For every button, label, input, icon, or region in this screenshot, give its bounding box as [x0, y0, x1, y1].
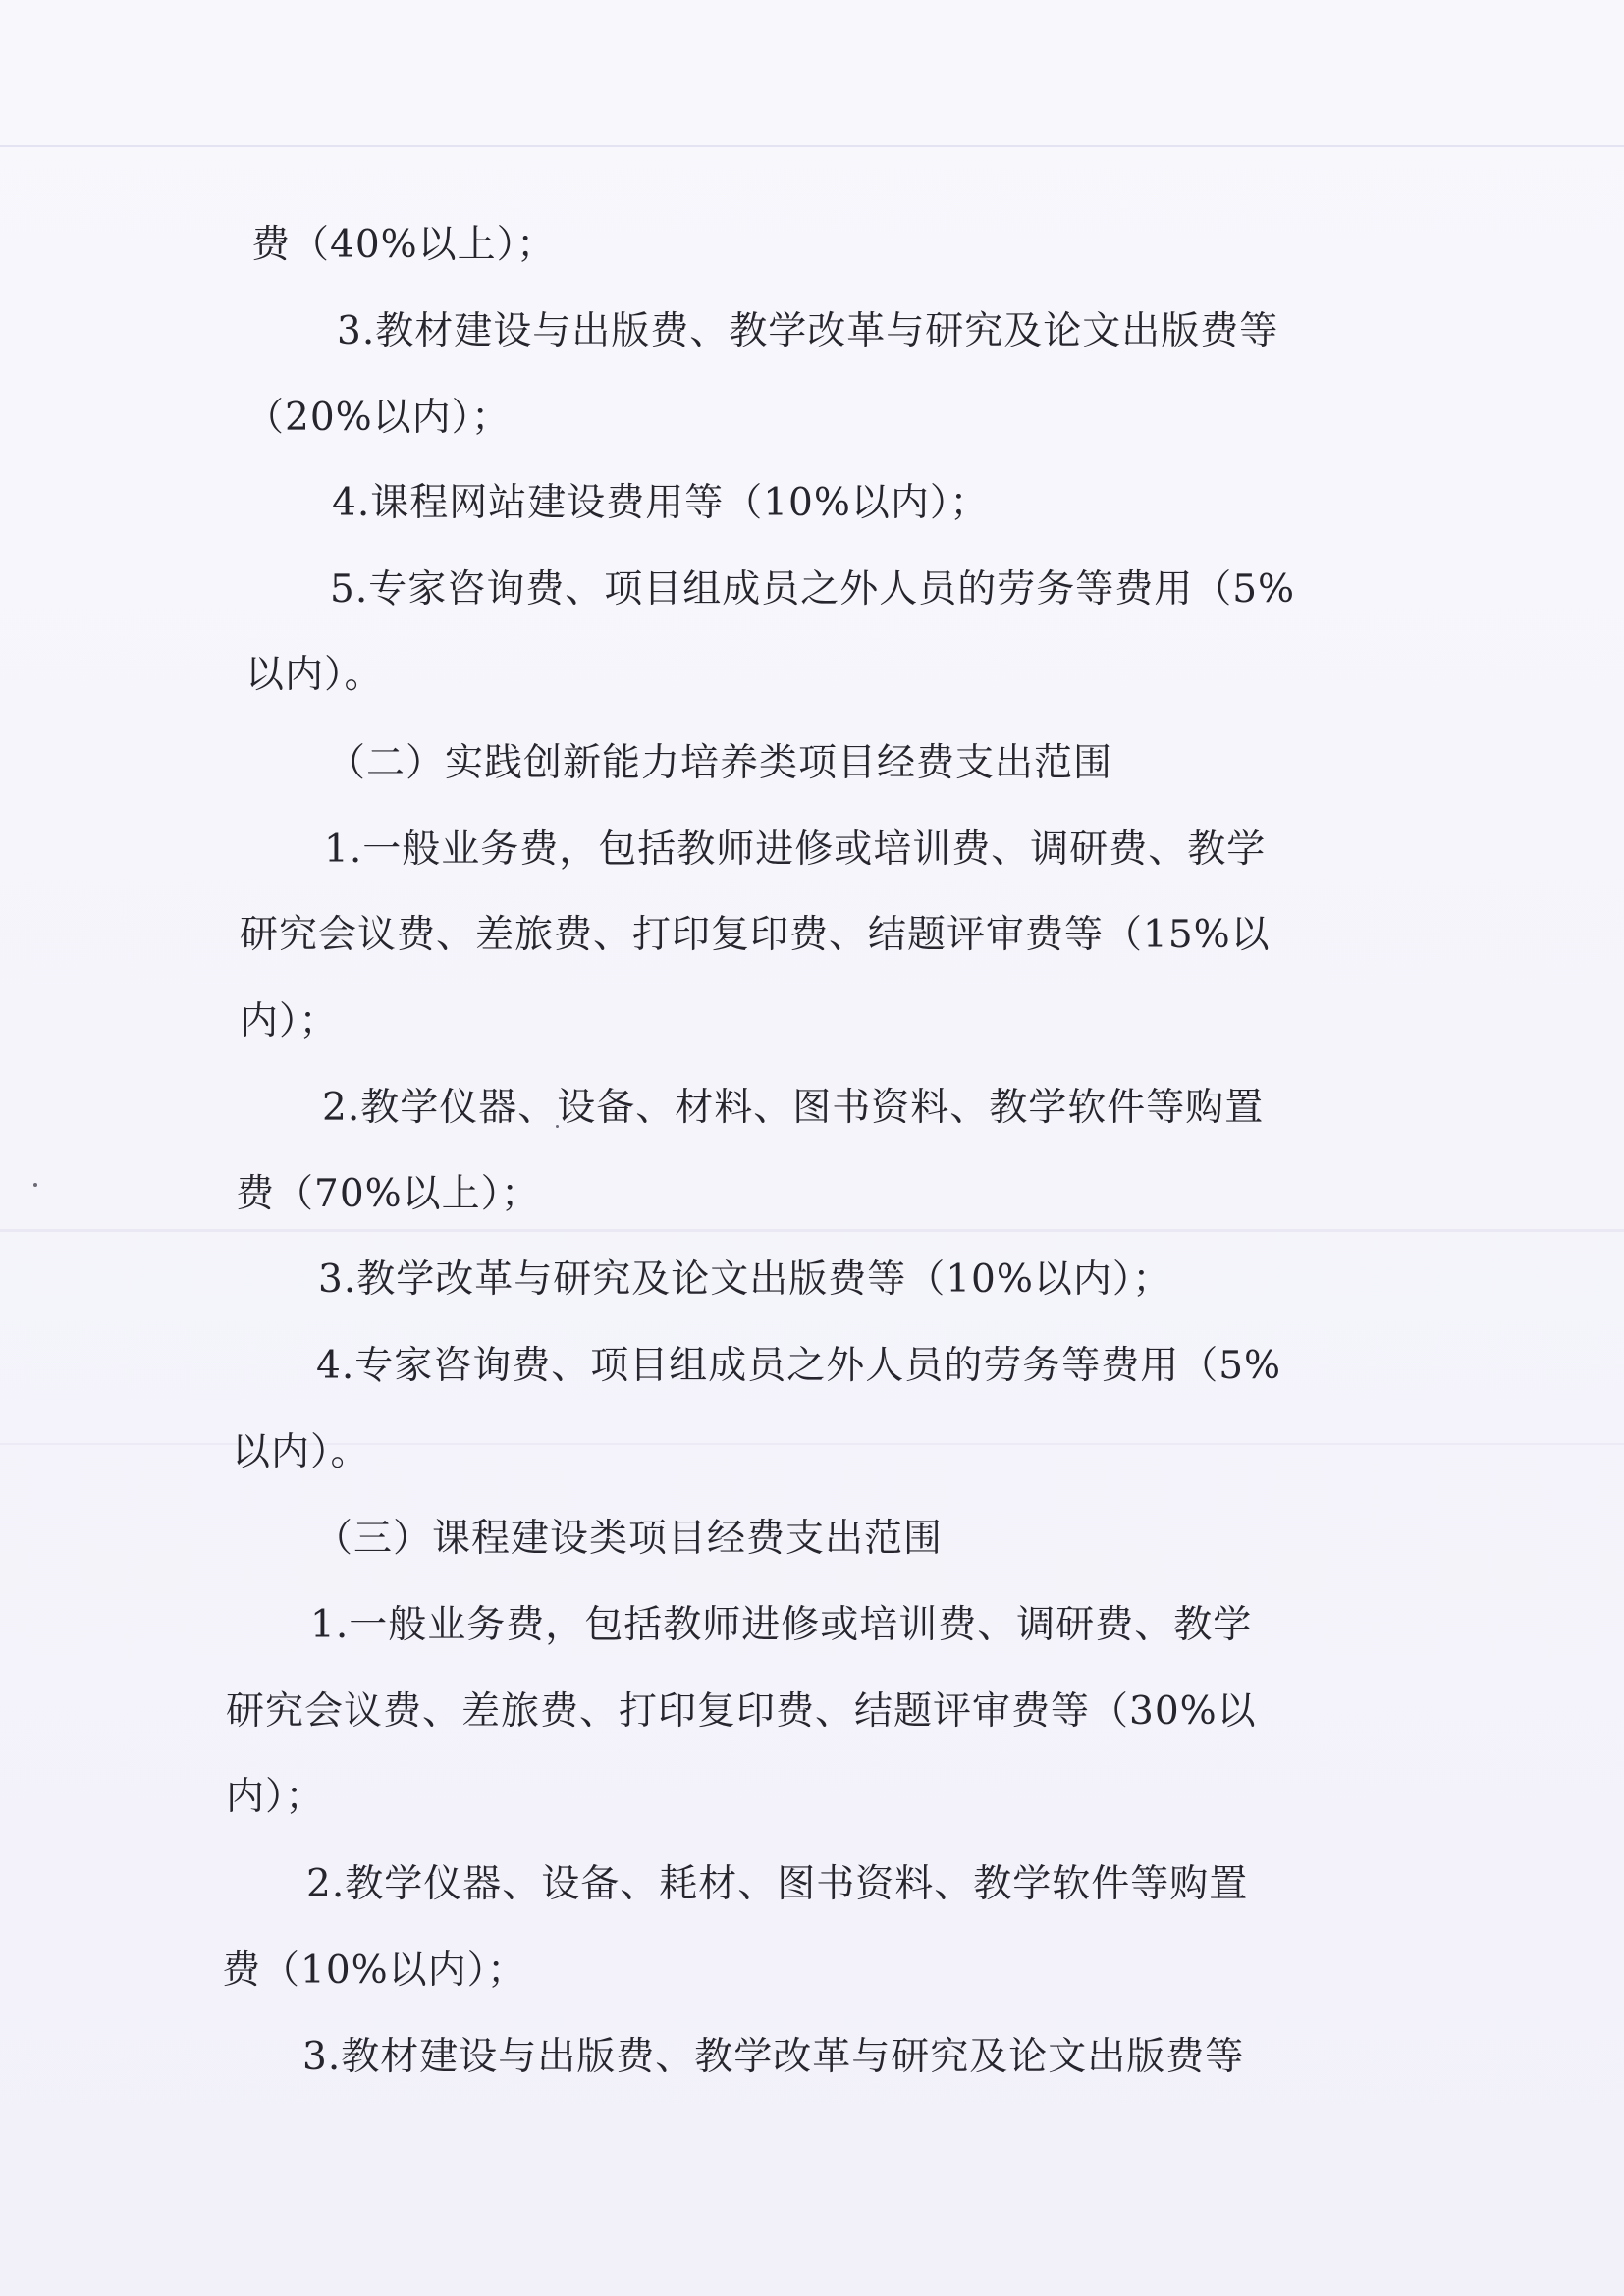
text-line: 2.教学仪器、设备、耗材、图书资料、教学软件等购置	[306, 1862, 1249, 1906]
text-line: 1.一般业务费，包括教师进修或培训费、调研费、教学	[324, 828, 1267, 872]
text-line: 2.教学仪器、设备、材料、图书资料、教学软件等购置	[322, 1086, 1265, 1130]
text-line: 以内）。	[232, 1430, 370, 1474]
text-line: 3.教材建设与出版费、教学改革与研究及论文出版费等	[337, 309, 1279, 353]
text-line: 内）；	[240, 999, 339, 1043]
text-line: （20%以内）；	[245, 396, 512, 440]
text-line: 研究会议费、差旅费、打印复印费、结题评审费等（15%以	[240, 913, 1271, 957]
text-line: 5.专家咨询费、项目组成员之外人员的劳务等费用（5%	[330, 567, 1296, 612]
text-line: 4.课程网站建设费用等（10%以内）；	[332, 481, 990, 525]
section-heading: （二）实践创新能力培养类项目经费支出范围	[327, 741, 1113, 785]
text-line: 费（40%以上）；	[251, 223, 557, 267]
text-line: 1.一般业务费，包括教师进修或培训费、调研费、教学	[310, 1603, 1253, 1647]
section-heading: （三）课程建设类项目经费支出范围	[314, 1517, 944, 1561]
text-line: 3.教学改革与研究及论文出版费等（10%以内）；	[318, 1257, 1172, 1302]
text-line: 内）；	[226, 1775, 325, 1819]
text-line: 研究会议费、差旅费、打印复印费、结题评审费等（30%以	[226, 1689, 1257, 1734]
text-line: 费（70%以上）；	[236, 1172, 541, 1216]
text-line: 以内）。	[245, 653, 384, 697]
text-line: 3.教材建设与出版费、教学改革与研究及论文出版费等	[302, 2035, 1245, 2079]
text-line: 4.专家咨询费、项目组成员之外人员的劳务等费用（5%	[316, 1344, 1282, 1388]
text-line: 费（10%以内）；	[222, 1949, 527, 1993]
